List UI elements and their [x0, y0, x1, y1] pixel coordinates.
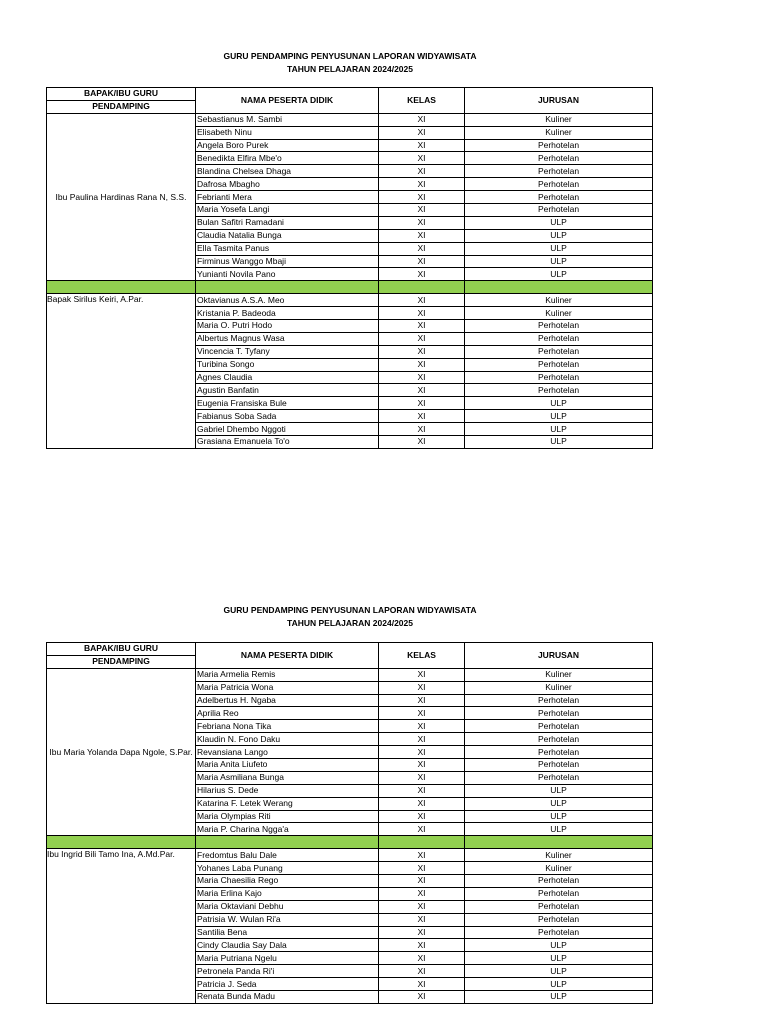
student-kelas: XI [379, 410, 465, 423]
student-kelas: XI [379, 216, 465, 229]
student-jurusan: ULP [465, 939, 653, 952]
student-name: Klaudin N. Fono Daku [196, 733, 379, 746]
student-jurusan: Perhotelan [465, 178, 653, 191]
section-2-table [46, 642, 653, 1004]
student-name: Febrianti Mera [196, 191, 379, 204]
student-kelas: XI [379, 965, 465, 978]
separator-cell [465, 281, 653, 294]
student-jurusan: ULP [465, 784, 653, 797]
header-guru-line-2: PENDAMPING [47, 100, 196, 113]
student-kelas: XI [379, 823, 465, 836]
student-kelas: XI [379, 384, 465, 397]
student-name: Albertus Magnus Wasa [196, 332, 379, 345]
student-kelas: XI [379, 926, 465, 939]
separator-cell [196, 281, 379, 294]
student-name: Firminus Wanggo Mbaji [196, 255, 379, 268]
student-name: Maria Chaesilia Rego [196, 875, 379, 888]
student-name: Renata Bunda Madu [196, 991, 379, 1004]
student-name: Maria Yosefa Langi [196, 204, 379, 217]
student-kelas: XI [379, 320, 465, 333]
student-name: Agnes Claudia [196, 371, 379, 384]
student-jurusan: Perhotelan [465, 694, 653, 707]
student-jurusan: Kuliner [465, 681, 653, 694]
student-jurusan: ULP [465, 810, 653, 823]
student-jurusan: Perhotelan [465, 204, 653, 217]
student-name: Ella Tasmita Panus [196, 242, 379, 255]
student-jurusan: ULP [465, 268, 653, 281]
student-jurusan: ULP [465, 216, 653, 229]
student-kelas: XI [379, 939, 465, 952]
table-row [47, 668, 653, 681]
student-name: Gabriel Dhembo Nggoti [196, 423, 379, 436]
header-jurusan: JURUSAN [465, 88, 653, 114]
header-kelas: KELAS [379, 88, 465, 114]
student-kelas: XI [379, 952, 465, 965]
student-jurusan: ULP [465, 797, 653, 810]
student-name: Maria Oktaviani Debhu [196, 900, 379, 913]
title-line-2: TAHUN PELAJARAN 2024/2025 [287, 617, 413, 628]
student-name: Maria O. Putri Hodo [196, 320, 379, 333]
student-jurusan: Perhotelan [465, 152, 653, 165]
student-name: Agustin Banfatin [196, 384, 379, 397]
student-jurusan: Kuliner [465, 307, 653, 320]
student-jurusan: Kuliner [465, 849, 653, 862]
student-kelas: XI [379, 681, 465, 694]
header-kelas: KELAS [379, 643, 465, 669]
section-1-title [0, 50, 700, 75]
separator-cell [379, 281, 465, 294]
student-kelas: XI [379, 371, 465, 384]
student-jurusan: Perhotelan [465, 165, 653, 178]
student-name: Sebastianus M. Sambi [196, 113, 379, 126]
student-jurusan: Perhotelan [465, 887, 653, 900]
student-name: Cindy Claudia Say Dala [196, 939, 379, 952]
student-jurusan: Perhotelan [465, 191, 653, 204]
student-name: Yohanes Laba Punang [196, 862, 379, 875]
student-kelas: XI [379, 268, 465, 281]
student-jurusan: Perhotelan [465, 746, 653, 759]
student-name: Maria Patricia Wona [196, 681, 379, 694]
header-guru-line-2: PENDAMPING [47, 655, 196, 668]
student-name: Oktavianus A.S.A. Meo [196, 294, 379, 307]
student-name: Patrisia W. Wulan Ri'a [196, 913, 379, 926]
student-jurusan: Perhotelan [465, 332, 653, 345]
student-jurusan: ULP [465, 410, 653, 423]
student-kelas: XI [379, 694, 465, 707]
table-body [47, 88, 653, 449]
student-kelas: XI [379, 345, 465, 358]
student-kelas: XI [379, 991, 465, 1004]
student-jurusan: ULP [465, 397, 653, 410]
student-jurusan: ULP [465, 952, 653, 965]
student-name: Bulan Safitri Ramadani [196, 216, 379, 229]
student-jurusan: Perhotelan [465, 371, 653, 384]
student-kelas: XI [379, 294, 465, 307]
student-jurusan: Kuliner [465, 862, 653, 875]
student-name: Maria Olympias Riti [196, 810, 379, 823]
student-jurusan: ULP [465, 255, 653, 268]
student-kelas: XI [379, 139, 465, 152]
student-kelas: XI [379, 152, 465, 165]
student-kelas: XI [379, 875, 465, 888]
student-kelas: XI [379, 759, 465, 772]
student-name: Maria Putriana Ngelu [196, 952, 379, 965]
student-jurusan: Perhotelan [465, 913, 653, 926]
student-jurusan: Kuliner [465, 126, 653, 139]
student-jurusan: ULP [465, 436, 653, 449]
student-name: Angela Boro Purek [196, 139, 379, 152]
title-line-2: TAHUN PELAJARAN 2024/2025 [287, 63, 413, 74]
student-kelas: XI [379, 255, 465, 268]
student-jurusan: Kuliner [465, 668, 653, 681]
student-name: Fredomtus Balu Dale [196, 849, 379, 862]
student-jurusan: ULP [465, 823, 653, 836]
student-kelas: XI [379, 126, 465, 139]
student-jurusan: Perhotelan [465, 733, 653, 746]
table-body [47, 643, 653, 1004]
student-name: Hilarius S. Dede [196, 784, 379, 797]
student-kelas: XI [379, 720, 465, 733]
student-name: Petronela Panda Ri'i [196, 965, 379, 978]
student-kelas: XI [379, 978, 465, 991]
student-kelas: XI [379, 165, 465, 178]
student-kelas: XI [379, 707, 465, 720]
title-line-1: GURU PENDAMPING PENYUSUNAN LAPORAN WIDYAWISATA [223, 51, 477, 61]
separator-cell [47, 281, 196, 294]
separator-cell [379, 836, 465, 849]
table-row [47, 113, 653, 126]
student-jurusan: ULP [465, 229, 653, 242]
student-name: Patricia J. Seda [196, 978, 379, 991]
student-name: Maria Armelia Remis [196, 668, 379, 681]
student-kelas: XI [379, 191, 465, 204]
student-jurusan: ULP [465, 965, 653, 978]
student-jurusan: Perhotelan [465, 384, 653, 397]
student-jurusan: ULP [465, 978, 653, 991]
student-jurusan: Perhotelan [465, 720, 653, 733]
student-name: Fabianus Soba Sada [196, 410, 379, 423]
student-kelas: XI [379, 900, 465, 913]
student-kelas: XI [379, 810, 465, 823]
header-nama: NAMA PESERTA DIDIK [196, 88, 379, 114]
student-kelas: XI [379, 862, 465, 875]
student-kelas: XI [379, 771, 465, 784]
student-jurusan: Perhotelan [465, 759, 653, 772]
student-name: Revansiana Lango [196, 746, 379, 759]
student-kelas: XI [379, 178, 465, 191]
teacher-name: Ibu Paulina Hardinas Rana N, S.S. [47, 113, 196, 281]
group-separator-row [47, 836, 653, 849]
student-jurusan: ULP [465, 242, 653, 255]
student-kelas: XI [379, 358, 465, 371]
student-kelas: XI [379, 436, 465, 449]
teacher-name: Bapak Sirilus Keiri, A.Par. [47, 294, 196, 449]
student-kelas: XI [379, 887, 465, 900]
table-row [47, 849, 653, 862]
header-jurusan: JURUSAN [465, 643, 653, 669]
header-guru-line-1: BAPAK/IBU GURU [47, 643, 196, 656]
header-row [47, 643, 653, 656]
header-row [47, 88, 653, 101]
student-kelas: XI [379, 913, 465, 926]
student-kelas: XI [379, 332, 465, 345]
separator-cell [465, 836, 653, 849]
student-jurusan: ULP [465, 423, 653, 436]
student-name: Blandina Chelsea Dhaga [196, 165, 379, 178]
section-2-title [0, 604, 700, 629]
student-name: Santilia Bena [196, 926, 379, 939]
student-name: Maria Asmiliana Bunga [196, 771, 379, 784]
student-jurusan: Perhotelan [465, 900, 653, 913]
student-kelas: XI [379, 423, 465, 436]
student-name: Grasiana Emanuela To'o [196, 436, 379, 449]
student-jurusan: ULP [465, 991, 653, 1004]
student-name: Katarina F. Letek Werang [196, 797, 379, 810]
header-guru-line-1: BAPAK/IBU GURU [47, 88, 196, 101]
student-kelas: XI [379, 229, 465, 242]
student-jurusan: Perhotelan [465, 345, 653, 358]
student-name: Benedikta Elfira Mbe'o [196, 152, 379, 165]
student-kelas: XI [379, 397, 465, 410]
separator-cell [196, 836, 379, 849]
group-separator-row [47, 281, 653, 294]
title-line-1: GURU PENDAMPING PENYUSUNAN LAPORAN WIDYAWISATA [223, 605, 477, 615]
student-kelas: XI [379, 797, 465, 810]
student-kelas: XI [379, 204, 465, 217]
student-name: Dafrosa Mbagho [196, 178, 379, 191]
student-jurusan: Perhotelan [465, 320, 653, 333]
separator-cell [47, 836, 196, 849]
student-kelas: XI [379, 784, 465, 797]
student-jurusan: Kuliner [465, 294, 653, 307]
student-kelas: XI [379, 668, 465, 681]
student-kelas: XI [379, 849, 465, 862]
section-1-table [46, 87, 653, 449]
student-name: Vincencia T. Tyfany [196, 345, 379, 358]
teacher-name: Ibu Maria Yolanda Dapa Ngole, S.Par. [47, 668, 196, 836]
header-nama: NAMA PESERTA DIDIK [196, 643, 379, 669]
student-kelas: XI [379, 307, 465, 320]
student-name: Maria Anita Liufeto [196, 759, 379, 772]
student-kelas: XI [379, 242, 465, 255]
teacher-name: Ibu Ingrid Bili Tamo Ina, A.Md.Par. [47, 849, 196, 1004]
student-jurusan: Perhotelan [465, 771, 653, 784]
student-name: Yunianti Novila Pano [196, 268, 379, 281]
student-kelas: XI [379, 733, 465, 746]
student-name: Aprilia Reo [196, 707, 379, 720]
student-kelas: XI [379, 746, 465, 759]
student-jurusan: Perhotelan [465, 875, 653, 888]
student-name: Elisabeth Ninu [196, 126, 379, 139]
student-name: Febriana Nona Tika [196, 720, 379, 733]
student-kelas: XI [379, 113, 465, 126]
student-name: Adelbertus H. Ngaba [196, 694, 379, 707]
student-name: Maria P. Charina Ngga'a [196, 823, 379, 836]
student-name: Eugenia Fransiska Bule [196, 397, 379, 410]
student-jurusan: Kuliner [465, 113, 653, 126]
student-name: Kristania P. Badeoda [196, 307, 379, 320]
student-jurusan: Perhotelan [465, 358, 653, 371]
student-jurusan: Perhotelan [465, 139, 653, 152]
student-jurusan: Perhotelan [465, 926, 653, 939]
student-jurusan: Perhotelan [465, 707, 653, 720]
student-name: Maria Erlina Kajo [196, 887, 379, 900]
student-name: Claudia Natalia Bunga [196, 229, 379, 242]
student-name: Turibina Songo [196, 358, 379, 371]
table-row [47, 294, 653, 307]
